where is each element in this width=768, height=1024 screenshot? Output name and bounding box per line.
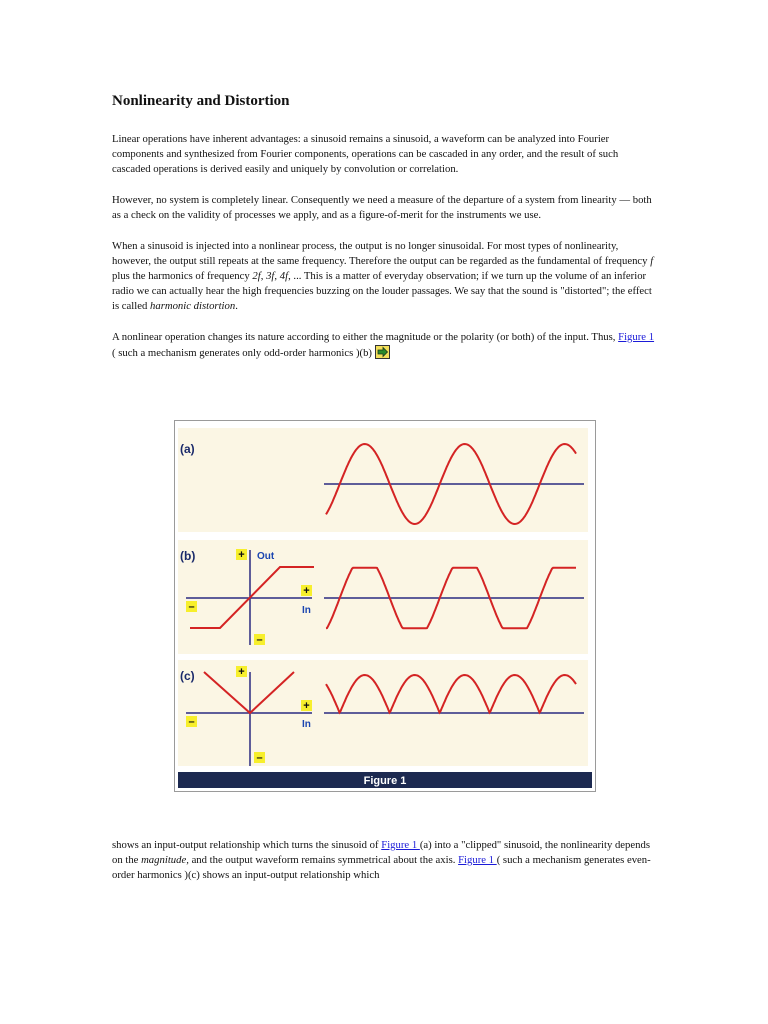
paragraph-harmonics bbox=[112, 239, 656, 314]
out-label: Out bbox=[257, 551, 275, 562]
freq-f: f bbox=[650, 255, 654, 267]
arrow-right-icon bbox=[376, 346, 389, 358]
page-title: Nonlinearity and Distortion bbox=[112, 93, 290, 109]
figure-1-link[interactable]: Figure 1 bbox=[458, 854, 497, 866]
in-label: In bbox=[302, 605, 311, 616]
panel-b-label: (b) bbox=[180, 549, 196, 563]
plus-sign: + bbox=[303, 585, 310, 597]
plus-sign: + bbox=[238, 666, 245, 678]
continuation bbox=[112, 838, 660, 883]
plus-sign: + bbox=[303, 700, 310, 712]
minus-sign: – bbox=[256, 752, 263, 764]
figure-1-link[interactable]: Figure 1 bbox=[381, 839, 420, 851]
article bbox=[112, 92, 656, 377]
magnitude-term: magnitude, bbox=[141, 854, 189, 866]
text-segment: When a sinusoid is injected into a nonlinear process, the output is no longer sinusoidal. For most types of nonlinearity, however, the output still repeats at the same frequency. Therefore the output can be regarded as the fundamental of frequency bbox=[112, 240, 651, 267]
panel-a-label: (a) bbox=[180, 442, 195, 456]
text-segment: , ... This is a matter of everyday observation; if we turn up the volume of an inferior radio we can actually hear the high frequencies buzzing on the louder passages. We say that the sound is "distorted"; the effect is called bbox=[112, 270, 652, 312]
panel-a-background bbox=[178, 428, 588, 532]
harmonic-distortion-term: harmonic distortion bbox=[150, 300, 236, 312]
text-segment: , bbox=[260, 270, 267, 282]
paragraph-clipped-sinusoid bbox=[112, 838, 660, 883]
paragraph-no-system-linear: However, no system is completely linear. Consequently we need a measure of the departure of a system from linearity — both as a check on the validity of processes we apply, and as a figure-of-merit for the instruments we use. bbox=[112, 194, 652, 221]
freq-4f: 4f bbox=[279, 270, 289, 282]
text-segment: shows an input-output relationship which turns the sinusoid of bbox=[112, 839, 382, 851]
panel-c-label: (c) bbox=[180, 669, 195, 683]
minus-sign: – bbox=[256, 634, 263, 646]
text-segment: and the output waveform remains symmetrical about the axis. bbox=[188, 854, 459, 866]
freq-2f: 2f bbox=[252, 270, 261, 282]
text-segment: , bbox=[274, 270, 280, 282]
figure-1-link[interactable]: Figure 1 bbox=[618, 331, 655, 343]
paragraph-nonlinear-operation bbox=[112, 330, 656, 361]
text-segment: plus the harmonics of frequency bbox=[112, 270, 253, 282]
text-segment: (a) into a "clipped" sinusoid, the nonlinearity depends on the bbox=[112, 839, 650, 866]
text-segment: . bbox=[235, 300, 238, 312]
text-segment: A nonlinear operation changes its nature according to either the magnitude or the polarity (or both) of the input. Thus, bbox=[112, 331, 619, 343]
plus-sign: + bbox=[238, 549, 245, 561]
next-arrow-button[interactable] bbox=[375, 345, 390, 359]
figure-1-graphic bbox=[174, 420, 596, 792]
freq-3f: 3f bbox=[266, 270, 275, 282]
text-segment: ( such a mechanism generates only odd-order harmonics )(b) bbox=[112, 347, 372, 359]
text-segment: ( such a mechanism generates even-order harmonics )(c) shows an input-output relationship which bbox=[112, 854, 651, 881]
paragraph-linear-advantages: Linear operations have inherent advantages: a sinusoid remains a sinusoid, a waveform can be analyzed into Fourier components and synthesized from Fourier components, operations can be cascaded in any order, and the result of such cascaded operations is derived easily and uniquely by convolution or correlation. bbox=[112, 133, 619, 175]
in-label: In bbox=[302, 719, 311, 730]
minus-sign: – bbox=[188, 716, 195, 728]
figure-caption: Figure 1 bbox=[363, 775, 407, 787]
figure-1 bbox=[174, 420, 596, 792]
minus-sign: – bbox=[188, 601, 195, 613]
